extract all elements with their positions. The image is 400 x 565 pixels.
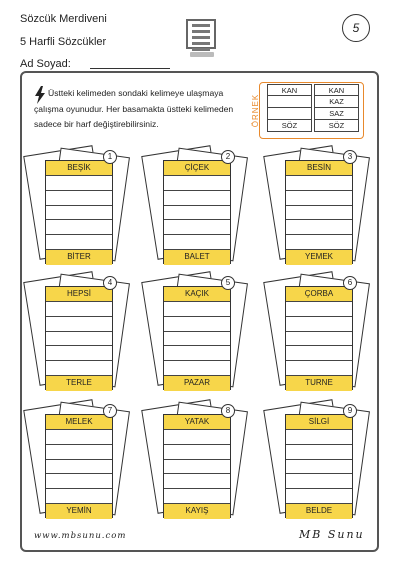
ladder-number: 5 (221, 276, 235, 290)
ladder-column (163, 160, 231, 264)
name-label: Ad Soyad: (20, 58, 71, 70)
ladder-column (285, 286, 353, 390)
answer-blank[interactable] (46, 489, 112, 504)
example-answer-column (314, 84, 359, 132)
answer-blank[interactable] (46, 430, 112, 445)
answer-blank[interactable] (46, 176, 112, 191)
worksheet-title: Sözcük Merdiveni (20, 13, 107, 25)
notebook-icon-base (190, 52, 214, 57)
answer-blank[interactable] (164, 460, 230, 475)
example-cell: KAZ (314, 96, 359, 108)
answer-blank[interactable] (164, 176, 230, 191)
start-word: MELEK (46, 415, 112, 430)
footer-brand-signature: MB Sunu (299, 528, 365, 541)
ladder-number: 4 (103, 276, 117, 290)
start-word: BEŞİK (46, 161, 112, 176)
ladder-number: 6 (343, 276, 357, 290)
answer-blank[interactable] (46, 445, 112, 460)
ladder-number: 8 (221, 404, 235, 418)
answer-blank[interactable] (286, 235, 352, 250)
answer-blank[interactable] (164, 346, 230, 361)
example-cell: KAN (314, 84, 359, 96)
end-word: BİTER (46, 250, 112, 265)
word-ladder-8 (145, 398, 245, 518)
answer-blank[interactable] (164, 235, 230, 250)
end-word: YEMEK (286, 250, 352, 265)
worksheet-subtitle: 5 Harfli Sözcükler (20, 36, 107, 48)
answer-blank[interactable] (164, 191, 230, 206)
start-word: YATAK (164, 415, 230, 430)
page-number-badge: 5 (342, 14, 370, 42)
ladder-number: 7 (103, 404, 117, 418)
example-cell: SAZ (314, 108, 359, 120)
answer-blank[interactable] (46, 235, 112, 250)
ladder-column (163, 414, 231, 518)
example-cell (267, 108, 312, 120)
notebook-icon (186, 19, 216, 49)
example-label: ÖRNEK (251, 93, 261, 127)
answer-blank[interactable] (286, 302, 352, 317)
word-ladder-9 (267, 398, 367, 518)
answer-blank[interactable] (46, 220, 112, 235)
start-word: HEPSİ (46, 287, 112, 302)
answer-blank[interactable] (286, 220, 352, 235)
end-word: TERLE (46, 376, 112, 391)
word-ladder-3 (267, 144, 367, 264)
answer-blank[interactable] (286, 332, 352, 347)
answer-blank[interactable] (164, 430, 230, 445)
ladder-column (285, 160, 353, 264)
answer-blank[interactable] (164, 220, 230, 235)
answer-blank[interactable] (46, 460, 112, 475)
answer-blank[interactable] (286, 430, 352, 445)
answer-blank[interactable] (164, 302, 230, 317)
answer-blank[interactable] (164, 206, 230, 221)
end-word: BALET (164, 250, 230, 265)
example-cell: KAN (267, 84, 312, 96)
example-cell: SÖZ (267, 120, 312, 132)
answer-blank[interactable] (164, 489, 230, 504)
answer-blank[interactable] (164, 317, 230, 332)
answer-blank[interactable] (286, 346, 352, 361)
answer-blank[interactable] (286, 317, 352, 332)
word-ladder-4 (27, 270, 127, 390)
answer-blank[interactable] (286, 176, 352, 191)
ladder-column (285, 414, 353, 518)
end-word: KAYIŞ (164, 504, 230, 519)
example-start-column (267, 84, 312, 132)
ladder-column (163, 286, 231, 390)
answer-blank[interactable] (164, 474, 230, 489)
footer-website: www.mbsunu.com (34, 531, 127, 541)
answer-blank[interactable] (46, 474, 112, 489)
start-word: ÇİÇEK (164, 161, 230, 176)
answer-blank[interactable] (46, 317, 112, 332)
word-ladder-5 (145, 270, 245, 390)
start-word: SİLGİ (286, 415, 352, 430)
answer-blank[interactable] (286, 460, 352, 475)
answer-blank[interactable] (164, 445, 230, 460)
answer-blank[interactable] (286, 445, 352, 460)
answer-blank[interactable] (286, 361, 352, 376)
answer-blank[interactable] (46, 206, 112, 221)
end-word: YEMİN (46, 504, 112, 519)
start-word: BESİN (286, 161, 352, 176)
answer-blank[interactable] (286, 206, 352, 221)
ladder-number: 1 (103, 150, 117, 164)
word-ladder-2 (145, 144, 245, 264)
ladder-number: 2 (221, 150, 235, 164)
answer-blank[interactable] (46, 332, 112, 347)
start-word: KAÇIK (164, 287, 230, 302)
ladder-column (45, 414, 113, 518)
instructions-text: Üstteki kelimeden sondaki kelimeye ulaşmaya çalışma oyunudur. Her basamakta üstteki kelimeden sadece bir harf değiştirebilirsiniz. (34, 88, 234, 130)
example-cell (267, 96, 312, 108)
answer-blank[interactable] (286, 191, 352, 206)
answer-blank[interactable] (164, 361, 230, 376)
answer-blank[interactable] (46, 302, 112, 317)
word-ladder-1 (27, 144, 127, 264)
example-cell: SÖZ (314, 120, 359, 132)
ladder-column (45, 160, 113, 264)
ladder-column (45, 286, 113, 390)
answer-blank[interactable] (46, 191, 112, 206)
answer-blank[interactable] (46, 346, 112, 361)
end-word: BELDE (286, 504, 352, 519)
ladder-number: 9 (343, 404, 357, 418)
word-ladder-6 (267, 270, 367, 390)
end-word: TURNE (286, 376, 352, 391)
end-word: PAZAR (164, 376, 230, 391)
answer-blank[interactable] (164, 332, 230, 347)
answer-blank[interactable] (286, 474, 352, 489)
ladder-number: 3 (343, 150, 357, 164)
name-line (90, 68, 170, 69)
answer-blank[interactable] (286, 489, 352, 504)
answer-blank[interactable] (46, 361, 112, 376)
start-word: ÇORBA (286, 287, 352, 302)
word-ladder-7 (27, 398, 127, 518)
